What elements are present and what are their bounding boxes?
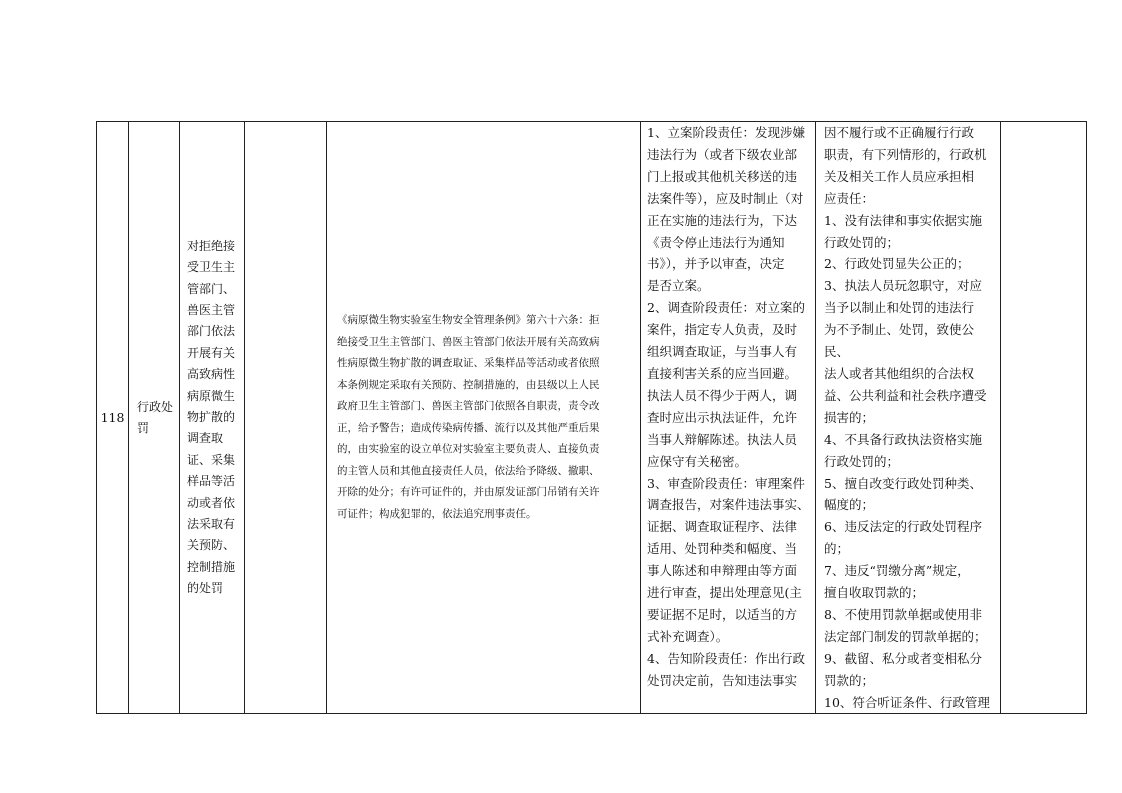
remarks-cell bbox=[1001, 122, 1087, 714]
responsibility-cell bbox=[641, 122, 816, 714]
item-name: 对拒绝接 受卫生主 管部门、 兽医主管 部门依法 开展有关 高致病性 病原微生 物扩散的 调查取 证、采集 样品等活 动或者依 法采取有 关预防、 控制措施 的处罚 bbox=[187, 238, 236, 596]
legal-basis-cell bbox=[327, 122, 641, 714]
row-number-cell bbox=[97, 122, 129, 714]
item-name-cell bbox=[180, 122, 245, 714]
empty-cell bbox=[245, 122, 327, 714]
row-number: 118 bbox=[100, 409, 125, 425]
power-category-cell bbox=[129, 122, 180, 714]
responsibility-text: 1、立案阶段责任：发现涉嫌 违法行为（或者下级农业部 门上报或其他机关移送的违 法案件等），应及时制止（对 正在实施的违法行为，下达 《责令停止违法行为通知 书》），并予以审查，决定 是否立案。 2、调查阶段责任：对立案的 案件，指定专人负责，及时 组织调查取证，与当事人有 直接利害关系的应当回避。 执法人员不得少于两人，调 查时应出示执法证件，允许 当事人辩解陈述。执法人员 应保守有关秘密。 3、审查阶段责任：审理案件 调查报告，对案件违法事实、 证据、调查取证程序、法律 适用、处罚种类和幅度、当 事人陈述和申辩理由等方面 进行审查，提出处理意见(主 要证据不足时，以适当的方 式补充调查）。 4、告知阶段责任：作出行政 处罚决定前，告知违法事实 bbox=[647, 125, 810, 688]
legal-basis: 《病原微生物实验室生物安全管理条例》第六十六条：拒 绝接受卫生主管部门、兽医主管部门依法开展有关高致病 性病原微生物扩散的调查取证、采集样品等活动或者依照 本条例规定采取有关预防、控制措施的，由县级以上人民 政府卫生主管部门、兽医主管部门依照各自职责，责令改 正，给予警告；造成传染病传播、流行以及其他严重后果 的，由实验室的设立单位对实验室主要负责人、直接负责 的主管人员和其他直接责任人员，依法给予降级、撤职、 开除的处分；有许可证件的，并由原发证部门吊销有关许 可证件；构成犯罪的，依法追究刑事责任。 bbox=[337, 314, 600, 520]
accountability-cell bbox=[816, 122, 1001, 714]
power-category: 行政处 罚 bbox=[137, 399, 174, 435]
accountability-text: 因不履行或不正确履行行政 职责，有下列情形的，行政机 关及相关工作人员应承担相 应责任： 1、没有法律和事实依据实施 行政处罚的； 2、行政处罚显失公正的； 3、执法人员玩忽职守，对应 当予以制止和处罚的违法行 为不予制止、处罚，致使公民、 法人或者其他组织的合法权 益、公共利益和社会秩序遭受 损害的； 4、不具备行政执法资格实施 行政处罚的； 5、擅自改变行政处罚种类、 幅度的； 6、违反法定的行政处罚程序 的； 7、违反“罚缴分离”规定， 擅自收取罚款的； 8、不使用罚款单据或使用非 法定部门制发的罚款单据的； 9、截留、私分或者变相私分 罚款的； 10、符合听证条件、行政管理 bbox=[824, 125, 990, 710]
responsibility-list-table bbox=[96, 121, 1087, 714]
table-row bbox=[97, 122, 1087, 714]
